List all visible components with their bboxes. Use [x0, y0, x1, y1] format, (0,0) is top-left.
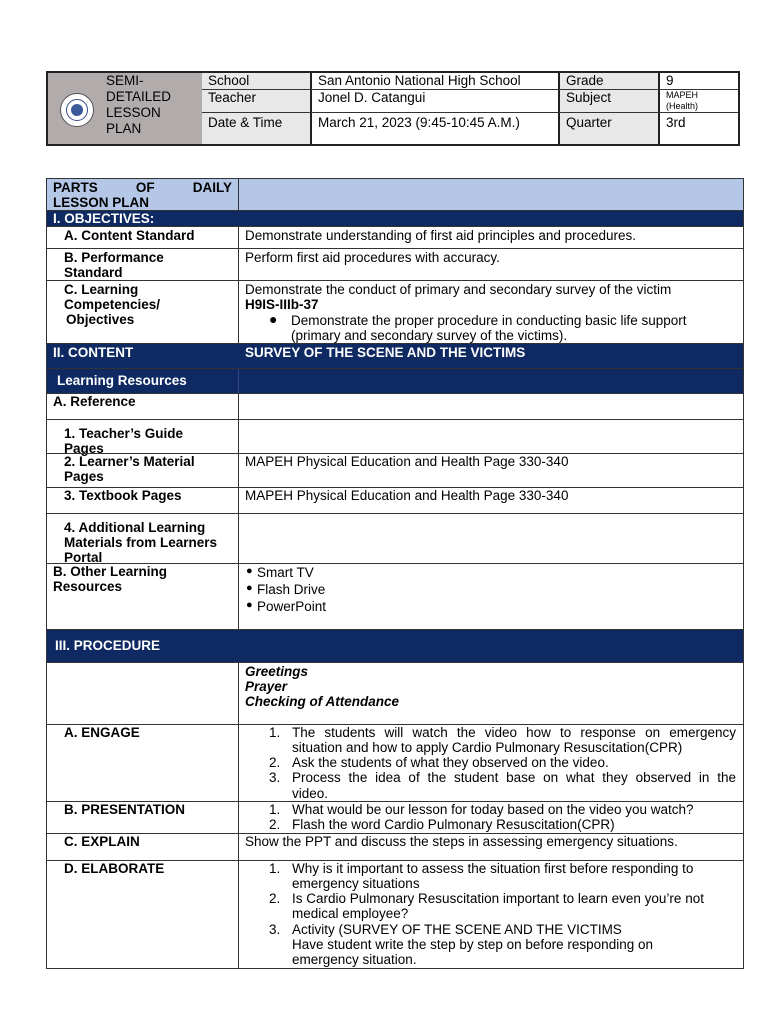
- performance-standard-value: Perform first aid procedures with accuracy.: [245, 250, 500, 265]
- objectives-label: I. OBJECTIVES:: [53, 211, 155, 226]
- engage-item: Process the idea of the student base on what they observed in the: [292, 770, 736, 785]
- content-standard-label: A. Content Standard: [64, 228, 195, 243]
- learners-material-value: MAPEH Physical Education and Health Page 330-340: [245, 454, 569, 469]
- parts-row: PARTS OF DAILY LESSON PLAN: [47, 179, 743, 210]
- teachers-guide-label: 1. Teacher’s Guide: [64, 426, 184, 441]
- elaborate-item: Is Cardio Pulmonary Resuscitation important to learn even you’re not: [292, 891, 704, 906]
- quarter-value: 3rd: [666, 115, 686, 130]
- learners-material-label: 2. Learner’s Material: [64, 454, 195, 469]
- prelim-item: Checking of Attendance: [245, 694, 400, 709]
- lesson-plan-table: [46, 178, 744, 969]
- textbook-row: [47, 487, 743, 513]
- subject-label: Subject: [560, 90, 658, 112]
- learning-resources-row: [47, 368, 743, 393]
- prelim-item: Prayer: [245, 679, 288, 694]
- logo-cell: [48, 73, 204, 144]
- reference-row: [47, 393, 743, 419]
- teacher-label: Teacher: [202, 90, 310, 112]
- competencies-value: Demonstrate the conduct of primary and secondary survey of the victim: [245, 282, 672, 297]
- explain-value: Show the PPT and discuss the steps in assessing emergency situations.: [245, 834, 678, 849]
- subject-value: MAPEH (Health): [666, 90, 699, 111]
- datetime-label: Date & Time: [202, 113, 310, 144]
- deped-seal-icon: [60, 93, 94, 127]
- reference-label: A. Reference: [53, 394, 136, 409]
- elaborate-row: D. ELABORATE 1. Why is it important to assess the situation first before responding to emergency situations 2. Is Cardio Pulmonary Resuscitation important to learn even you’re not medical employee? 3. Activity (SURVEY OF THE SCENE AND THE VICTIMS Have student write the step by step on before responding on emergency situation.: [47, 860, 743, 968]
- grade-label: Grade: [560, 73, 658, 89]
- resource-item: Flash Drive: [257, 582, 326, 597]
- elaborate-item: Why is it important to assess the situation first before responding to: [292, 861, 694, 876]
- content-standard-row: [47, 226, 743, 248]
- content-standard-value: Demonstrate understanding of first aid principles and procedures.: [245, 228, 636, 243]
- content-label: II. CONTENT: [53, 345, 134, 360]
- datetime-value: March 21, 2023 (9:45-10:45 A.M.): [318, 115, 520, 130]
- presentation-label: B. PRESENTATION: [64, 802, 186, 817]
- teachers-guide-row: 1. Teacher’s Guide Pages: [47, 419, 743, 453]
- school-label: School: [202, 73, 310, 89]
- additional-materials-label: 4. Additional Learning: [64, 520, 206, 535]
- bullet-icon: ●: [269, 311, 278, 327]
- competencies-bullet: Demonstrate the proper procedure in conducting basic life support: [291, 313, 687, 328]
- objectives-row: [47, 210, 743, 226]
- grade-value: 9: [666, 73, 674, 88]
- competencies-code: H9IS-IIIb-37: [245, 297, 319, 312]
- bullet-icon: ●: [246, 582, 253, 594]
- textbook-value: MAPEH Physical Education and Health Page 330-340: [245, 488, 569, 503]
- presentation-item: What would be our lesson for today based on the video you watch?: [292, 802, 694, 817]
- explain-label: C. EXPLAIN: [64, 834, 140, 849]
- explain-row: [47, 833, 743, 860]
- elaborate-item: Activity (SURVEY OF THE SCENE AND THE VICTIMS: [292, 922, 622, 937]
- quarter-label: Quarter: [560, 113, 658, 144]
- learning-resources-label: Learning Resources: [57, 373, 187, 388]
- bullet-icon: ●: [246, 599, 253, 611]
- textbook-label: 3. Textbook Pages: [64, 488, 182, 503]
- content-value: SURVEY OF THE SCENE AND THE VICTIMS: [245, 345, 526, 360]
- elaborate-label: D. ELABORATE: [64, 861, 165, 876]
- lesson-header-table: [46, 71, 740, 146]
- procedure-row: [47, 629, 743, 662]
- learners-material-row: 2. Learner’s Material Pages MAPEH Physical Education and Health Page 330-340: [47, 453, 743, 487]
- parts-label: PARTS OF DAILY: [53, 180, 232, 195]
- other-resources-row: B. Other Learning Resources ● Smart TV ● Flash Drive ● PowerPoint: [47, 563, 743, 629]
- plan-title: SEMI- DETAILED LESSON PLAN: [106, 73, 172, 136]
- resource-item: Smart TV: [257, 565, 314, 580]
- competencies-label: C. Learning: [64, 282, 139, 297]
- school-value: San Antonio National High School: [318, 73, 521, 88]
- performance-standard-label: B. Performance: [64, 250, 164, 265]
- additional-materials-row: 4. Additional Learning Materials from Learners Portal: [47, 513, 743, 563]
- performance-standard-row: B. Performance Standard Perform first aid procedures with accuracy.: [47, 248, 743, 280]
- engage-item: The students will watch the video how to response on emergency: [292, 725, 736, 740]
- bullet-icon: ●: [246, 565, 253, 577]
- presentation-row: B. PRESENTATION 1. What would be our lesson for today based on the video you watch? 2. Flash the word Cardio Pulmonary Resuscitation(CPR): [47, 801, 743, 833]
- resource-item: PowerPoint: [257, 599, 327, 614]
- teacher-value: Jonel D. Catangui: [318, 90, 426, 105]
- engage-item: Ask the students of what they observed on the video.: [292, 755, 609, 770]
- other-resources-label: B. Other Learning: [53, 564, 168, 579]
- engage-row: A. ENGAGE 1. The students will watch the video how to response on emergency situation and how to apply Cardio Pulmonary Resuscitation(CPR) 2. Ask the students of what they observed on the video. 3. Process the idea of the student base on what they observed in the video.: [47, 724, 743, 801]
- prelim-item: Greetings: [245, 664, 309, 679]
- procedure-label: III. PROCEDURE: [55, 638, 161, 653]
- presentation-item: Flash the word Cardio Pulmonary Resuscitation(CPR): [292, 817, 615, 832]
- content-row: [47, 343, 743, 368]
- preliminaries-row: [47, 662, 743, 724]
- engage-label: A. ENGAGE: [64, 725, 140, 740]
- competencies-row: C. Learning Competencies/ Objectives Demonstrate the conduct of primary and secondary survey of the victim H9IS-IIIb-37 ● Demonstrate the proper procedure in conducting basic life support (primary and secondary survey of the victims).: [47, 280, 743, 343]
